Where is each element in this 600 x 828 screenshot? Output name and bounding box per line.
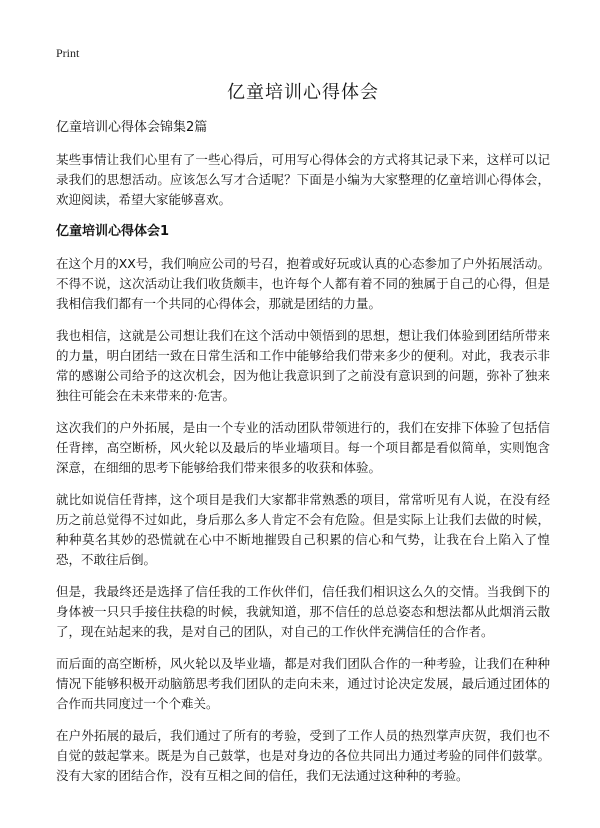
section-heading: 亿童培训心得体会1: [56, 224, 170, 239]
body-paragraph-3: 这次我们的户外拓展，是由一个专业的活动团队带领进行的，我们在安排下体验了包括信任背摔，高空断桥，风火轮以及最后的毕业墙项目。每一个项目都是看似简单，实则饱含深意，在细细的思考下能够给我们带来很多的收获和体验。: [56, 420, 550, 475]
body-paragraph-4: 就比如说信任背摔，这个项目是我们大家都非常熟悉的项目，常常听见有人说，在没有经历之前总觉得不过如此，身后那么多人肯定不会有危险。但是实际上让我们去做的时候，种种莫名其妙的恐慌就在心中不断地摧毁自己积累的信心和气势，让我在台上陷入了惶恐，不敢往后倒。: [56, 492, 550, 567]
document-subtitle: 亿童培训心得体会锦集2篇: [56, 120, 208, 135]
document-title: 亿童培训心得体会: [227, 82, 379, 103]
body-paragraph-2: 我也相信，这就是公司想让我们在这个活动中领悟到的思想，想让我们体验到团结所带来的力量，明白团结一致在日常生活和工作中能够给我们带来多少的便利。对此，我表示非常的感谢公司给予的这次机会，因为他让我意识到了之前没有意识到的问题，弥补了独来独往可能会在未来带来的·危害。: [56, 328, 550, 403]
document-page: [56, 44, 550, 786]
body-paragraph-6: 而后面的高空断桥，风火轮以及毕业墙，都是对我们团队合作的一种考验，让我们在种种情况下能够积极开动脑筋思考我们团队的走向未来，通过讨论决定发展，最后通过团体的合作而共同度过一个个难关。: [56, 656, 550, 711]
body-paragraph-7: 在户外拓展的最后，我们通过了所有的考验，受到了工作人员的热烈掌声庆贺，我们也不自觉的鼓起掌来。既是为自己鼓掌，也是对身边的各位共同出力通过考验的同伴们鼓掌。没有大家的团结合作，没有互相之间的信任，我们无法通过这种种的考验。: [56, 728, 550, 783]
print-label: Print: [56, 46, 80, 60]
body-paragraph-1: 在这个月的XX号，我们响应公司的号召，抱着或好玩或认真的心态参加了户外拓展活动。不得不说，这次活动让我们收货颇丰，也许每个人都有着不同的独属于自己的心得，但是我相信我们都有一个共同的心得体会，那就是团结的力量。: [56, 256, 550, 311]
intro-paragraph: 某些事情让我们心里有了一些心得后，可用写心得体会的方式将其记录下来，这样可以记录我们的思想活动。应该怎么写才合适呢？下面是小编为大家整理的亿童培训心得体会，欢迎阅读，希望大家能够喜欢。: [56, 152, 550, 207]
body-paragraph-5: 但是，我最终还是选择了信任我的工作伙伴们，信任我们相识这么久的交情。当我倒下的身体被一只只手接住扶稳的时候，我就知道，那不信任的总总姿态和想法都从此烟消云散了，现在站起来的我，是对自己的团队，对自己的工作伙伴充满信任的合作者。: [56, 584, 550, 639]
